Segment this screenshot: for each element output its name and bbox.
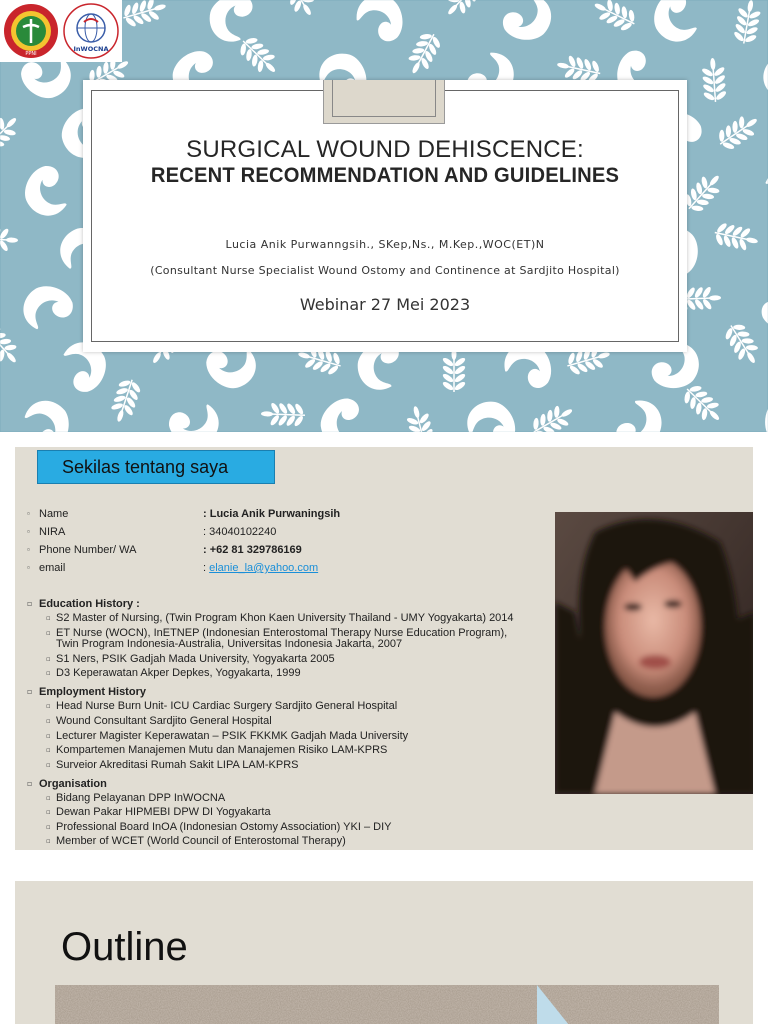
info-label: NIRA bbox=[39, 526, 66, 538]
bullet-icon: ▫ bbox=[27, 509, 30, 518]
employment-item: Kompartemen Manajemen Mutu dan Manajemen Risiko LAM-KPRS bbox=[56, 744, 388, 756]
profile-photo bbox=[555, 512, 753, 794]
employment-item: Lecturer Magister Keperawatan – PSIK FKKMK Gadjah Mada University bbox=[56, 730, 409, 742]
sub-bullet-icon: ▫ bbox=[46, 669, 51, 677]
info-label: Phone Number/ WA bbox=[39, 544, 137, 556]
decorative-tab bbox=[323, 80, 445, 124]
organisation-title: Organisation bbox=[39, 778, 107, 790]
sub-bullet-icon: ▫ bbox=[46, 655, 51, 663]
title-line-2: RECENT RECOMMENDATION AND GUIDELINES bbox=[150, 164, 620, 187]
sub-bullet-icon: ▫ bbox=[46, 614, 51, 622]
education-item: ET Nurse (WOCN), InETNEP (Indonesian Enterostomal Therapy Nurse Education Program), bbox=[56, 627, 508, 639]
sub-bullet-icon: ▫ bbox=[46, 808, 51, 816]
svg-text:InWOCNA: InWOCNA bbox=[73, 45, 109, 53]
sub-bullet-icon: ▫ bbox=[46, 837, 51, 845]
info-value: : +62 81 329786169 bbox=[203, 544, 302, 556]
info-row-name bbox=[15, 508, 515, 522]
education-item: S2 Master of Nursing, (Twin Program Khon Kaen University Thailand - UMY Yogyakarta) 2014 bbox=[56, 612, 514, 624]
bullet-icon: ▫ bbox=[27, 687, 33, 696]
bullet-icon: ▫ bbox=[27, 779, 33, 788]
webinar-date: Webinar 27 Mei 2023 bbox=[299, 295, 471, 314]
employment-title: Employment History bbox=[39, 686, 146, 698]
sub-bullet-icon: ▫ bbox=[46, 717, 51, 725]
inwocna-logo bbox=[62, 2, 120, 60]
title-line-1: SURGICAL WOUND DEHISCENCE: bbox=[186, 136, 584, 163]
info-value: : 34040102240 bbox=[203, 526, 277, 538]
education-item: D3 Keperawatan Akper Depkes, Yogyakarta, 1999 bbox=[56, 667, 301, 679]
title-slide bbox=[0, 0, 768, 432]
organisation-item: Professional Board InOA (Indonesian Ostomy Association) YKI – DIY bbox=[56, 821, 392, 833]
svg-text:PPNI: PPNI bbox=[25, 51, 37, 57]
bullet-icon: ▫ bbox=[27, 545, 30, 554]
title-card bbox=[83, 80, 687, 352]
sub-bullet-icon: ▫ bbox=[46, 823, 51, 831]
info-label: email bbox=[39, 562, 66, 574]
employment-item: Surveior Akreditasi Rumah Sakit LIPA LAM-KPRS bbox=[56, 759, 299, 771]
sub-bullet-icon: ▫ bbox=[46, 702, 51, 710]
sub-bullet-icon: ▫ bbox=[46, 732, 51, 740]
info-row-nira bbox=[15, 526, 515, 540]
sub-bullet-icon: ▫ bbox=[46, 746, 51, 754]
email-link[interactable]: elanie_la@yahoo.com bbox=[209, 562, 319, 574]
info-value: : Lucia Anik Purwaningsih bbox=[203, 508, 341, 520]
bullet-icon: ▫ bbox=[27, 599, 33, 608]
ppni-logo bbox=[3, 3, 59, 59]
education-item-continued: Twin Program Indonesia-Australia, Universitas Indonesia Jakarta, 2007 bbox=[56, 638, 403, 650]
employment-item: Head Nurse Burn Unit- ICU Cardiac Surgery Sardjito General Hospital bbox=[56, 700, 398, 712]
education-item: S1 Ners, PSIK Gadjah Mada University, Yogyakarta 2005 bbox=[56, 653, 335, 665]
info-value bbox=[203, 562, 318, 574]
outline-slide bbox=[15, 881, 753, 1024]
email-prefix: : bbox=[203, 562, 210, 574]
info-row-phone bbox=[15, 544, 515, 558]
sub-bullet-icon: ▫ bbox=[46, 794, 51, 802]
employment-item: Wound Consultant Sardjito General Hospital bbox=[56, 715, 272, 727]
section-header-box bbox=[37, 450, 275, 484]
bullet-icon: ▫ bbox=[27, 563, 30, 572]
outline-title: Outline bbox=[61, 925, 188, 969]
role-line: (Consultant Nurse Specialist Wound Ostomy and Continence at Sardjito Hospital) bbox=[150, 264, 620, 277]
organisation-item: Bidang Pelayanan DPP InWOCNA bbox=[56, 792, 226, 804]
info-label: Name bbox=[39, 508, 69, 520]
bullet-icon: ▫ bbox=[27, 527, 30, 536]
sub-bullet-icon: ▫ bbox=[46, 761, 51, 769]
organisation-item: Member of WCET (World Council of Enterostomal Therapy) bbox=[56, 835, 346, 847]
sub-bullet-icon: ▫ bbox=[46, 629, 51, 637]
author-line: Lucia Anik Purwanngsih., SKep,Ns., M.Kep.,WOC(ET)N bbox=[225, 238, 545, 251]
section-header: Sekilas tentang saya bbox=[62, 457, 229, 477]
logos-strip bbox=[0, 0, 122, 62]
education-title: Education History : bbox=[39, 598, 140, 610]
info-row-email bbox=[15, 562, 515, 576]
organisation-item: Dewan Pakar HIPMEBI DPW DI Yogyakarta bbox=[56, 806, 271, 818]
granite-texture-banner bbox=[55, 985, 719, 1024]
profile-slide bbox=[15, 447, 753, 850]
